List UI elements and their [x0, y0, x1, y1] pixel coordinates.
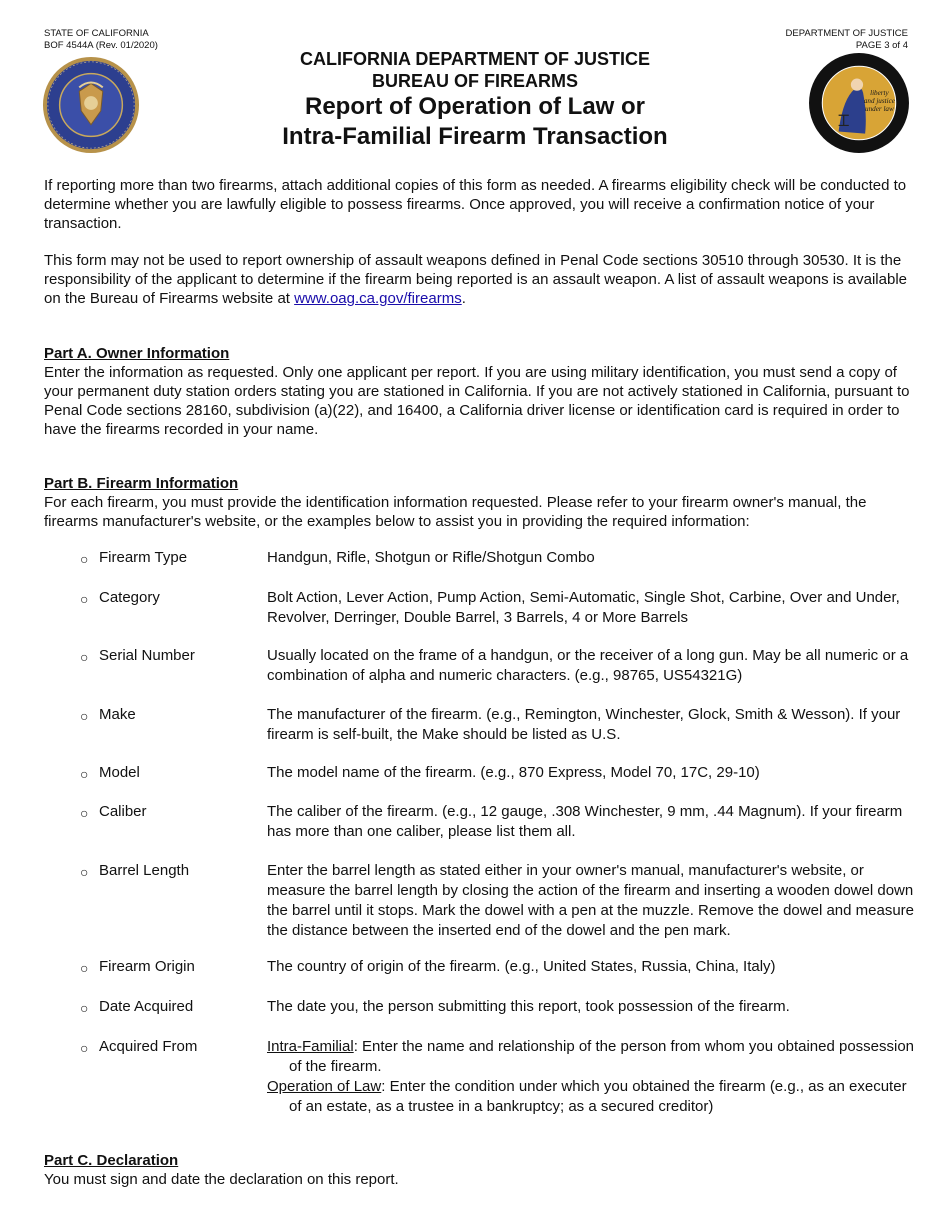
item-label: Date Acquired [99, 998, 194, 1015]
part-a-heading: Part A. Owner Information [44, 345, 230, 362]
item-description [267, 1037, 915, 1117]
bullet-icon: ○ [80, 649, 89, 665]
svg-text:under law: under law [865, 105, 894, 114]
item-description: The date you, the person submitting this report, took possession of the firearm. [267, 998, 790, 1015]
department-label: DEPARTMENT OF JUSTICE [785, 28, 908, 39]
page-title-line2: Intra-Familial Firearm Transaction [282, 123, 668, 150]
intro-paragraph-2-end: . [461, 290, 466, 307]
attorney-general-seal [808, 52, 910, 154]
intra-familial-definition [267, 1037, 915, 1077]
item-description: Usually located on the frame of a handgun, or the receiver of a long gun. May be all numeric or a combination of alpha and numeric characters. (e.g., 98765, US54321G) [267, 647, 909, 684]
item-label: Barrel Length [99, 862, 190, 879]
bullet-icon: ○ [80, 805, 89, 821]
firearms-website-link[interactable]: www.oag.ca.gov/firearms [294, 290, 462, 307]
item-label: Firearm Origin [99, 958, 195, 975]
item-description: The country of origin of the firearm. (e.g., United States, Russia, China, Italy) [267, 958, 776, 975]
bullet-icon: ○ [80, 551, 89, 567]
item-description: Handgun, Rifle, Shotgun or Rifle/Shotgun Combo [267, 549, 595, 566]
item-label: Acquired From [99, 1038, 198, 1055]
svg-text:and justice: and justice [863, 97, 895, 105]
item-description: The caliber of the firearm. (e.g., 12 gauge, .308 Winchester, 9 mm, .44 Magnum). If your firearm has more than one caliber, please list them all. [267, 803, 903, 840]
item-label: Firearm Type [99, 549, 188, 566]
form-number: BOF 4544A (Rev. 01/2020) [44, 40, 158, 51]
item-label: Serial Number [99, 647, 195, 664]
bullet-icon: ○ [80, 708, 89, 724]
bullet-icon: ○ [80, 1000, 89, 1016]
part-c-section [44, 1151, 912, 1189]
item-description: Enter the barrel length as stated either in your owner's manual, manufacturer's website, or measure the barrel length by closing the action of the firearm and inserting a wooden dowel down the barrel until it stops. Mark the dowel with a pen at the muzzle. Remove the dowel and measure the distance between the inserted end of the dowel and the pen mark. [267, 862, 914, 939]
page-info-block [786, 28, 908, 52]
bureau-name: BUREAU OF FIREARMS [372, 71, 578, 91]
intro-paragraph-2-text: This form may not be used to report ownership of assault weapons defined in Penal Code sections 30510 through 30530. It is the responsibility of the applicant to determine if the firearm being reported is an assault weapon. A list of assault weapons is available on the Bureau of Firearms website at [44, 252, 907, 307]
state-label: STATE OF CALIFORNIA [44, 28, 149, 39]
part-b-section [44, 474, 912, 531]
intra-familial-text: : Enter the name and relationship of the person from whom you obtained possession of the firearm. [289, 1038, 915, 1075]
bullet-icon: ○ [80, 766, 89, 782]
part-c-heading: Part C. Declaration [44, 1152, 179, 1169]
part-c-text: You must sign and date the declaration on this report. [44, 1171, 399, 1188]
item-description: The manufacturer of the firearm. (e.g., Remington, Winchester, Glock, Smith & Wesson). If your firearm is self-built, the Make should be listed as U.S. [267, 706, 901, 743]
form-id-block [44, 28, 158, 52]
item-description: Bolt Action, Lever Action, Pump Action, Semi-Automatic, Single Shot, Carbine, Over and Under, Revolver, Derringer, Double Barrel, 3 Barrels, 4 or More Barrels [267, 589, 900, 626]
part-a-section [44, 344, 912, 439]
item-label: Category [99, 589, 160, 606]
operation-of-law-definition [267, 1077, 915, 1117]
document-title-block [160, 48, 790, 152]
intro-paragraph-1: If reporting more than two firearms, attach additional copies of this form as needed. A firearms eligibility check will be conducted to determine whether you are lawfully eligible to possess firearms. Once approved, you will receive a confirmation notice of your transaction. [44, 177, 907, 232]
page-title: Report of Operation of Law or [305, 93, 645, 120]
part-b-heading: Part B. Firearm Information [44, 475, 239, 492]
bullet-icon: ○ [80, 960, 89, 976]
item-label: Caliber [99, 803, 147, 820]
item-label: Model [99, 764, 140, 781]
bureau-of-firearms-seal [42, 56, 140, 154]
bullet-icon: ○ [80, 1040, 89, 1056]
intro-paragraph-2 [44, 251, 912, 308]
part-b-text: For each firearm, you must provide the identification information requested. Please refer to your firearm owner's manual, the firearms manufacturer's website, or the examples below to assist you in providing the required information: [44, 494, 867, 530]
part-a-text: Enter the information as requested. Only one applicant per report. If you are using military identification, you must send a copy of your permanent duty station orders stating you are stationed in California. If you are not actively stationed in California, pursuant to Penal Code sections 28160, subdivision (a)(22), and 16400, a California driver license or identification card is required in order to have the firearms recorded in your name. [44, 364, 910, 438]
intra-familial-term: Intra-Familial [267, 1038, 354, 1055]
operation-of-law-term: Operation of Law [267, 1078, 382, 1095]
page-number: PAGE 3 of 4 [855, 40, 908, 51]
item-description: The model name of the firearm. (e.g., 870 Express, Model 70, 17C, 29-10) [267, 764, 760, 781]
item-label: Make [99, 706, 136, 723]
svg-text:liberty: liberty [870, 88, 889, 97]
agency-name: CALIFORNIA DEPARTMENT OF JUSTICE [300, 49, 650, 69]
bullet-icon: ○ [80, 591, 89, 607]
bullet-icon: ○ [80, 864, 89, 880]
operation-of-law-text: : Enter the condition under which you obtained the firearm (e.g., as an executer of an estate, as a trustee in a bankruptcy; as a secured creditor) [289, 1078, 907, 1115]
